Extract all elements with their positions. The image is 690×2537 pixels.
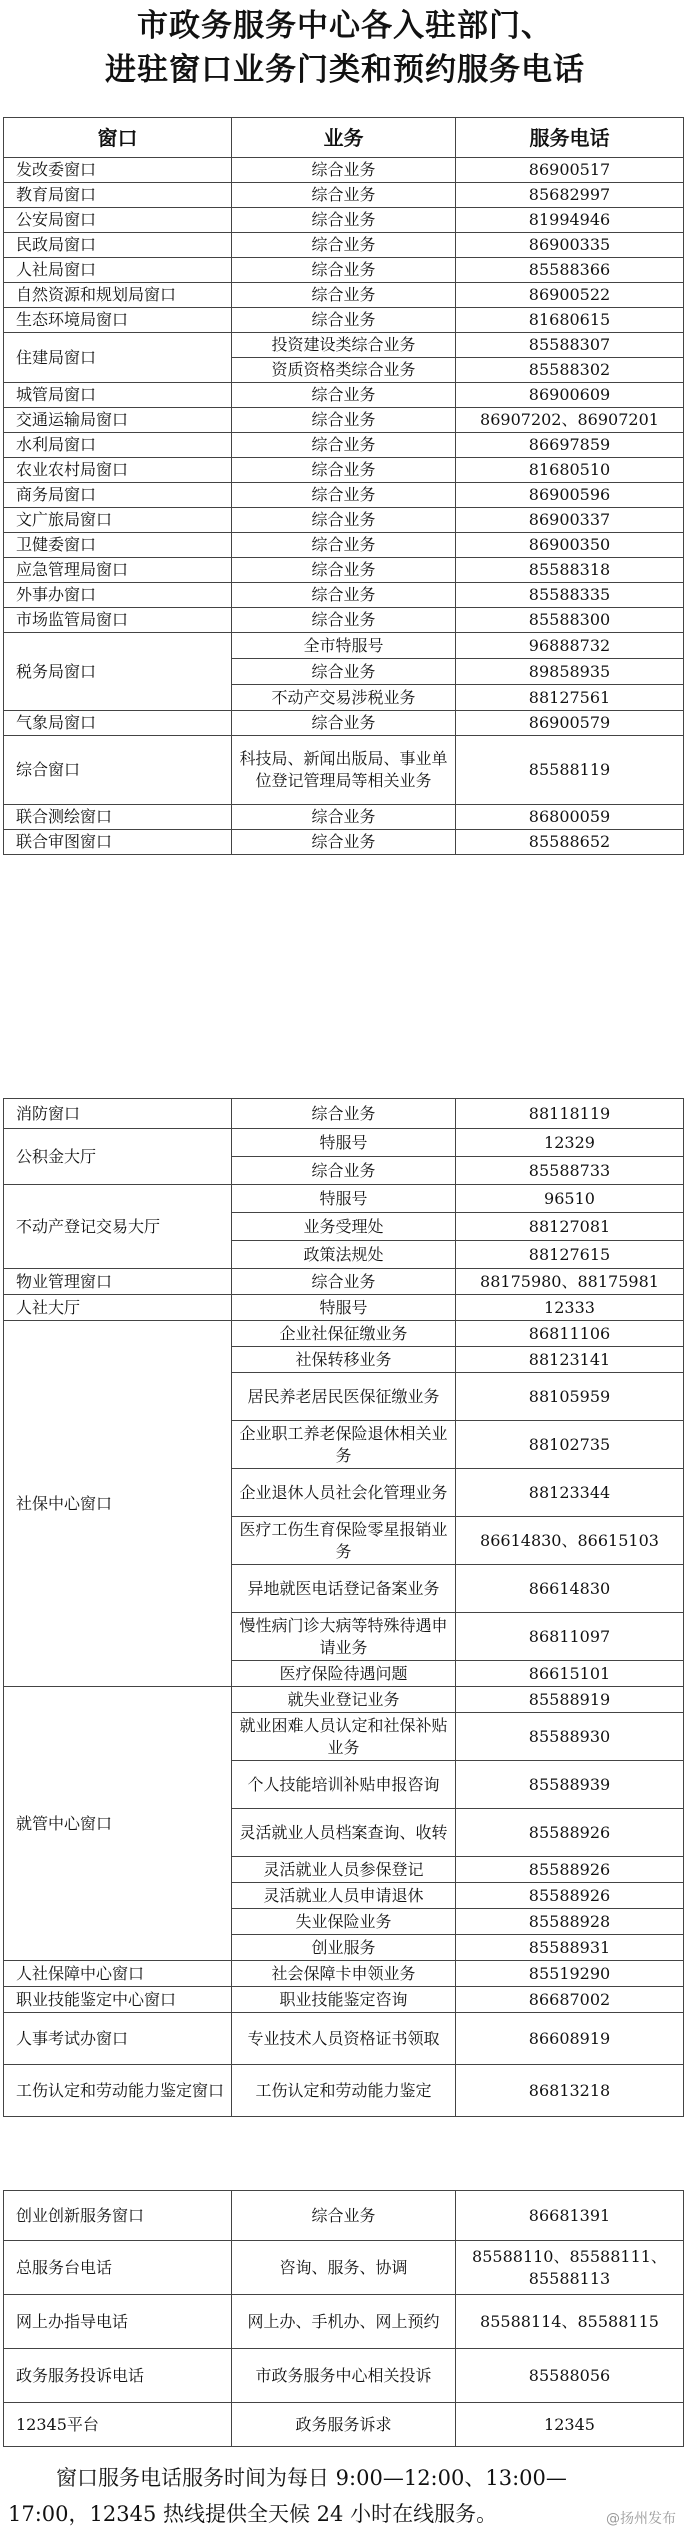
phone-number: 89858935 bbox=[456, 659, 684, 685]
window-name: 公积金大厅 bbox=[4, 1129, 232, 1185]
phone-number: 88105959 bbox=[456, 1373, 684, 1421]
business-type: 灵活就业人员档案查询、收转 bbox=[232, 1809, 456, 1857]
business-type: 社保转移业务 bbox=[232, 1347, 456, 1373]
window-name: 综合窗口 bbox=[4, 736, 232, 805]
table-row bbox=[4, 433, 684, 458]
window-name: 社保中心窗口 bbox=[4, 1321, 232, 1687]
window-name: 就管中心窗口 bbox=[4, 1687, 232, 1961]
phone-number: 85588300 bbox=[456, 608, 684, 633]
phone-number: 85588119 bbox=[456, 736, 684, 805]
window-name: 外事办窗口 bbox=[4, 583, 232, 608]
phone-number: 88123344 bbox=[456, 1469, 684, 1517]
business-type: 综合业务 bbox=[232, 558, 456, 583]
header-window: 窗口 bbox=[4, 118, 232, 158]
table-row bbox=[4, 1129, 684, 1157]
service-table bbox=[0, 1098, 690, 2117]
table-row bbox=[4, 2191, 684, 2241]
phone-number: 86813218 bbox=[456, 2065, 684, 2117]
business-type: 企业退休人员社会化管理业务 bbox=[232, 1469, 456, 1517]
phone-number: 85519290 bbox=[456, 1961, 684, 1987]
window-name: 物业管理窗口 bbox=[4, 1269, 232, 1295]
business-type: 灵活就业人员申请退休 bbox=[232, 1883, 456, 1909]
table-row bbox=[4, 2403, 684, 2447]
window-name: 文广旅局窗口 bbox=[4, 508, 232, 533]
table-row bbox=[4, 483, 684, 508]
table-row bbox=[4, 1185, 684, 1213]
phone-number: 86800059 bbox=[456, 805, 684, 830]
business-type: 资质资格类综合业务 bbox=[232, 358, 456, 383]
window-name: 税务局窗口 bbox=[4, 633, 232, 711]
business-type: 失业保险业务 bbox=[232, 1909, 456, 1935]
phone-number: 86697859 bbox=[456, 433, 684, 458]
watermark: @扬州发布 bbox=[606, 2511, 676, 2527]
phone-number: 85588928 bbox=[456, 1909, 684, 1935]
window-name: 总服务台电话 bbox=[4, 2241, 232, 2295]
phone-number: 85588926 bbox=[456, 1809, 684, 1857]
phone-number: 86811097 bbox=[456, 1613, 684, 1661]
table-row bbox=[4, 458, 684, 483]
window-name: 生态环境局窗口 bbox=[4, 308, 232, 333]
business-type: 职业技能鉴定咨询 bbox=[232, 1987, 456, 2013]
business-type: 特服号 bbox=[232, 1129, 456, 1157]
phone-number: 85588733 bbox=[456, 1157, 684, 1185]
table-row bbox=[4, 2295, 684, 2349]
business-type: 综合业务 bbox=[232, 1157, 456, 1185]
business-type: 网上办、手机办、网上预约 bbox=[232, 2295, 456, 2349]
business-type: 综合业务 bbox=[232, 1099, 456, 1129]
window-name: 不动产登记交易大厅 bbox=[4, 1185, 232, 1269]
table-row bbox=[4, 308, 684, 333]
phone-number: 86900596 bbox=[456, 483, 684, 508]
business-type: 市政务服务中心相关投诉 bbox=[232, 2349, 456, 2403]
business-type: 综合业务 bbox=[232, 805, 456, 830]
business-type: 咨询、服务、协调 bbox=[232, 2241, 456, 2295]
window-name: 联合测绘窗口 bbox=[4, 805, 232, 830]
phone-number: 85588930 bbox=[456, 1713, 684, 1761]
phone-number: 85588302 bbox=[456, 358, 684, 383]
business-type: 综合业务 bbox=[232, 208, 456, 233]
table-row bbox=[4, 830, 684, 855]
window-name: 应急管理局窗口 bbox=[4, 558, 232, 583]
window-name: 工伤认定和劳动能力鉴定窗口 bbox=[4, 2065, 232, 2117]
phone-number: 88118119 bbox=[456, 1099, 684, 1129]
table-row bbox=[4, 1295, 684, 1321]
window-name: 自然资源和规划局窗口 bbox=[4, 283, 232, 308]
business-type: 医疗工伤生育保险零星报销业务 bbox=[232, 1517, 456, 1565]
window-name: 消防窗口 bbox=[4, 1099, 232, 1129]
footer-note bbox=[0, 2460, 690, 2532]
table-row bbox=[4, 1961, 684, 1987]
phone-number: 86811106 bbox=[456, 1321, 684, 1347]
business-type: 社会保障卡申领业务 bbox=[232, 1961, 456, 1987]
business-type: 综合业务 bbox=[232, 2191, 456, 2241]
window-name: 发改委窗口 bbox=[4, 158, 232, 183]
phone-number: 12329 bbox=[456, 1129, 684, 1157]
phone-number: 85588919 bbox=[456, 1687, 684, 1713]
phone-number: 86900517 bbox=[456, 158, 684, 183]
window-name: 住建局窗口 bbox=[4, 333, 232, 383]
table-row bbox=[4, 2349, 684, 2403]
window-name: 民政局窗口 bbox=[4, 233, 232, 258]
table-row bbox=[4, 608, 684, 633]
table-row bbox=[4, 1987, 684, 2013]
window-name: 人社大厅 bbox=[4, 1295, 232, 1321]
phone-number: 86681391 bbox=[456, 2191, 684, 2241]
window-name: 人社局窗口 bbox=[4, 258, 232, 283]
table-row bbox=[4, 1099, 684, 1129]
phone-number: 86900335 bbox=[456, 233, 684, 258]
business-type: 综合业务 bbox=[232, 408, 456, 433]
business-type: 工伤认定和劳动能力鉴定 bbox=[232, 2065, 456, 2117]
business-type: 综合业务 bbox=[232, 830, 456, 855]
business-type: 综合业务 bbox=[232, 483, 456, 508]
phone-number: 86900579 bbox=[456, 711, 684, 736]
title-line-2: 进驻窗口业务门类和预约服务电话 bbox=[105, 52, 585, 88]
business-type: 综合业务 bbox=[232, 308, 456, 333]
window-name: 水利局窗口 bbox=[4, 433, 232, 458]
phone-number: 85588939 bbox=[456, 1761, 684, 1809]
business-type: 投资建设类综合业务 bbox=[232, 333, 456, 358]
window-name: 12345平台 bbox=[4, 2403, 232, 2447]
table-row bbox=[4, 183, 684, 208]
window-name: 交通运输局窗口 bbox=[4, 408, 232, 433]
window-name: 创业创新服务窗口 bbox=[4, 2191, 232, 2241]
phone-number: 86900350 bbox=[456, 533, 684, 558]
table-row bbox=[4, 558, 684, 583]
table-row bbox=[4, 508, 684, 533]
phone-number: 85588110、85588111、85588113 bbox=[456, 2241, 684, 2295]
phone-number: 86614830 bbox=[456, 1565, 684, 1613]
table-row bbox=[4, 2013, 684, 2065]
header-phone: 服务电话 bbox=[456, 118, 684, 158]
table-row bbox=[4, 158, 684, 183]
business-type: 综合业务 bbox=[232, 659, 456, 685]
business-type: 居民养老居民医保征缴业务 bbox=[232, 1373, 456, 1421]
window-name: 职业技能鉴定中心窗口 bbox=[4, 1987, 232, 2013]
phone-number: 85588307 bbox=[456, 333, 684, 358]
window-name: 网上办指导电话 bbox=[4, 2295, 232, 2349]
phone-number: 85588318 bbox=[456, 558, 684, 583]
phone-number: 88123141 bbox=[456, 1347, 684, 1373]
phone-number: 85588114、85588115 bbox=[456, 2295, 684, 2349]
table-row bbox=[4, 333, 684, 358]
business-type: 综合业务 bbox=[232, 258, 456, 283]
phone-number: 85588335 bbox=[456, 583, 684, 608]
phone-number: 88175980、88175981 bbox=[456, 1269, 684, 1295]
department-table bbox=[0, 117, 690, 855]
window-name: 公安局窗口 bbox=[4, 208, 232, 233]
business-type: 全市特服号 bbox=[232, 633, 456, 659]
business-type: 综合业务 bbox=[232, 233, 456, 258]
phone-number: 85588652 bbox=[456, 830, 684, 855]
table-row bbox=[4, 633, 684, 659]
business-type: 综合业务 bbox=[232, 158, 456, 183]
table-row bbox=[4, 208, 684, 233]
table-header-row bbox=[4, 118, 684, 158]
phone-number: 88102735 bbox=[456, 1421, 684, 1469]
phone-number: 86900337 bbox=[456, 508, 684, 533]
table-row bbox=[4, 805, 684, 830]
table-row bbox=[4, 2065, 684, 2117]
window-name: 政务服务投诉电话 bbox=[4, 2349, 232, 2403]
window-name: 市场监管局窗口 bbox=[4, 608, 232, 633]
business-type: 综合业务 bbox=[232, 458, 456, 483]
business-type: 个人技能培训补贴申报咨询 bbox=[232, 1761, 456, 1809]
business-type: 就业困难人员认定和社保补贴业务 bbox=[232, 1713, 456, 1761]
hotline-table bbox=[0, 2190, 690, 2447]
window-name: 教育局窗口 bbox=[4, 183, 232, 208]
business-type: 慢性病门诊大病等特殊待遇申请业务 bbox=[232, 1613, 456, 1661]
table-row bbox=[4, 711, 684, 736]
table-row bbox=[4, 2241, 684, 2295]
business-type: 企业社保征缴业务 bbox=[232, 1321, 456, 1347]
table-row bbox=[4, 1269, 684, 1295]
phone-number: 85588056 bbox=[456, 2349, 684, 2403]
phone-number: 86907202、86907201 bbox=[456, 408, 684, 433]
business-type: 综合业务 bbox=[232, 183, 456, 208]
phone-number: 86608919 bbox=[456, 2013, 684, 2065]
phone-number: 12345 bbox=[456, 2403, 684, 2447]
business-type: 综合业务 bbox=[232, 533, 456, 558]
phone-number: 12333 bbox=[456, 1295, 684, 1321]
phone-number: 81680510 bbox=[456, 458, 684, 483]
window-name: 人事考试办窗口 bbox=[4, 2013, 232, 2065]
business-type: 综合业务 bbox=[232, 283, 456, 308]
business-type: 特服号 bbox=[232, 1185, 456, 1213]
table-row bbox=[4, 408, 684, 433]
table-row bbox=[4, 258, 684, 283]
title-line-1: 市政务服务中心各入驻部门、 bbox=[137, 8, 553, 44]
business-type: 业务受理处 bbox=[232, 1213, 456, 1241]
business-type: 综合业务 bbox=[232, 583, 456, 608]
table-row bbox=[4, 583, 684, 608]
header-business: 业务 bbox=[232, 118, 456, 158]
phone-number: 86900522 bbox=[456, 283, 684, 308]
business-type: 政务服务诉求 bbox=[232, 2403, 456, 2447]
phone-number: 86615101 bbox=[456, 1661, 684, 1687]
footer-line-1: 窗口服务电话服务时间为每日 9:00—12:00、13:00— bbox=[56, 2466, 567, 2490]
business-type: 综合业务 bbox=[232, 383, 456, 408]
business-type: 异地就医电话登记备案业务 bbox=[232, 1565, 456, 1613]
business-type: 医疗保险待遇问题 bbox=[232, 1661, 456, 1687]
business-type: 综合业务 bbox=[232, 1269, 456, 1295]
business-type: 专业技术人员资格证书领取 bbox=[232, 2013, 456, 2065]
window-name: 人社保障中心窗口 bbox=[4, 1961, 232, 1987]
footer-line-2: 17:00，12345 热线提供全天候 24 小时在线服务。 bbox=[8, 2502, 498, 2526]
window-name: 卫健委窗口 bbox=[4, 533, 232, 558]
phone-number: 85588926 bbox=[456, 1857, 684, 1883]
phone-number: 88127615 bbox=[456, 1241, 684, 1269]
table-row bbox=[4, 383, 684, 408]
window-name: 商务局窗口 bbox=[4, 483, 232, 508]
phone-number: 88127081 bbox=[456, 1213, 684, 1241]
window-name: 气象局窗口 bbox=[4, 711, 232, 736]
phone-number: 86687002 bbox=[456, 1987, 684, 2013]
table-row bbox=[4, 736, 684, 805]
page-title bbox=[0, 0, 690, 92]
table-row bbox=[4, 233, 684, 258]
table-row bbox=[4, 283, 684, 308]
phone-number: 96888732 bbox=[456, 633, 684, 659]
phone-number: 85588366 bbox=[456, 258, 684, 283]
business-type: 灵活就业人员参保登记 bbox=[232, 1857, 456, 1883]
phone-number: 88127561 bbox=[456, 685, 684, 711]
business-type: 综合业务 bbox=[232, 711, 456, 736]
window-name: 农业农村局窗口 bbox=[4, 458, 232, 483]
business-type: 创业服务 bbox=[232, 1935, 456, 1961]
phone-number: 96510 bbox=[456, 1185, 684, 1213]
table-row bbox=[4, 533, 684, 558]
table-row bbox=[4, 1321, 684, 1347]
table-row bbox=[4, 1687, 684, 1713]
business-type: 不动产交易涉税业务 bbox=[232, 685, 456, 711]
window-name: 城管局窗口 bbox=[4, 383, 232, 408]
business-type: 科技局、新闻出版局、事业单位登记管理局等相关业务 bbox=[232, 736, 456, 805]
phone-number: 86614830、86615103 bbox=[456, 1517, 684, 1565]
business-type: 企业职工养老保险退休相关业务 bbox=[232, 1421, 456, 1469]
business-type: 特服号 bbox=[232, 1295, 456, 1321]
business-type: 政策法规处 bbox=[232, 1241, 456, 1269]
business-type: 综合业务 bbox=[232, 433, 456, 458]
business-type: 综合业务 bbox=[232, 508, 456, 533]
phone-number: 81994946 bbox=[456, 208, 684, 233]
phone-number: 86900609 bbox=[456, 383, 684, 408]
phone-number: 85682997 bbox=[456, 183, 684, 208]
phone-number: 85588926 bbox=[456, 1883, 684, 1909]
phone-number: 85588931 bbox=[456, 1935, 684, 1961]
window-name: 联合审图窗口 bbox=[4, 830, 232, 855]
business-type: 综合业务 bbox=[232, 608, 456, 633]
phone-number: 81680615 bbox=[456, 308, 684, 333]
business-type: 就失业登记业务 bbox=[232, 1687, 456, 1713]
